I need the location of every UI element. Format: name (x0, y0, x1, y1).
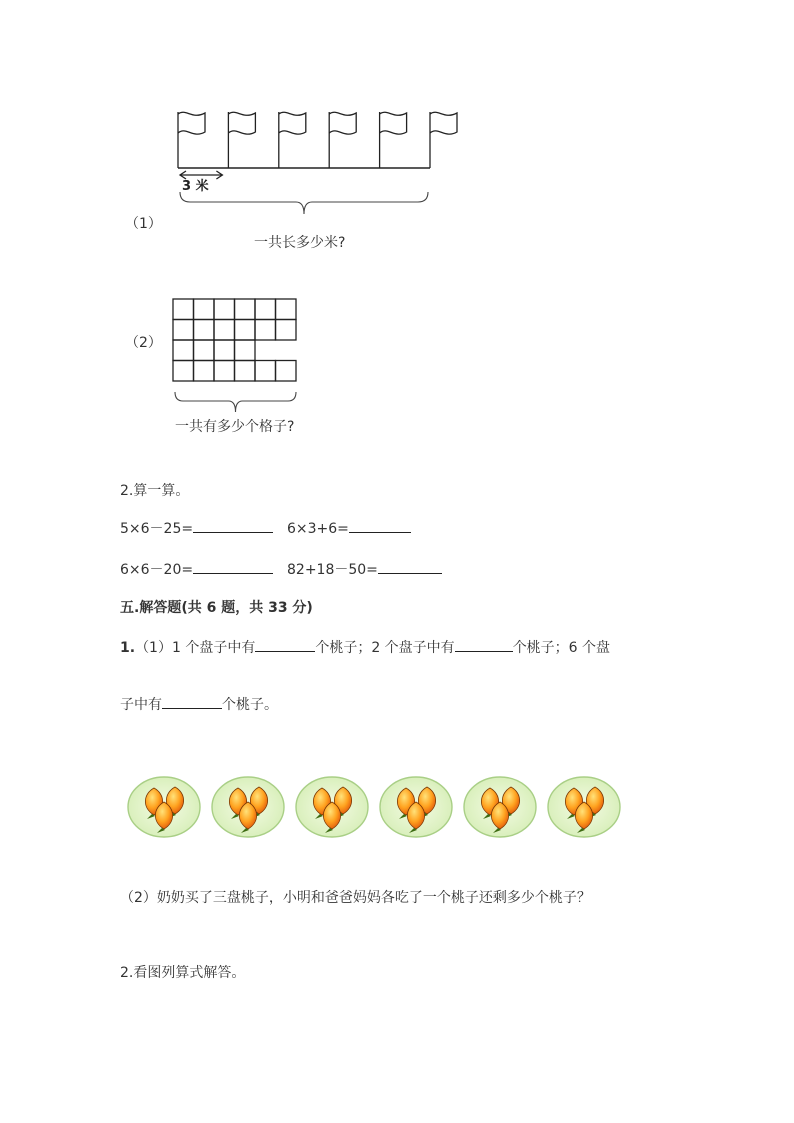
exercise-1-expr: 5×6－25= (120, 521, 194, 537)
plate-icon (128, 777, 200, 837)
plate-icon (212, 777, 284, 837)
exercise-4-expr: 82+18－50= (287, 562, 378, 578)
q1-text-e: 个桃子。 (222, 697, 278, 713)
plate-icon (464, 777, 536, 837)
q1-number: 1. (120, 640, 136, 656)
q1-text-d: 子中有 (120, 697, 162, 713)
q1-text-b: 个桃子；2 个盘子中有 (315, 640, 455, 656)
figure2-question: 一共有多少个格子? (175, 419, 295, 435)
plate-icon (296, 777, 368, 837)
distance-label: 3 米 (182, 179, 209, 194)
plate-icon (380, 777, 452, 837)
q2-text: 2.看图列算式解答。 (120, 965, 246, 981)
plate-icon (548, 777, 620, 837)
q1-text-a: （1）1 个盘子中有 (135, 640, 256, 656)
q1-part2: （2）奶奶买了三盘桃子，小明和爸爸妈妈各吃了一个桃子还剩多少个桃子？ (120, 890, 591, 906)
section2-title: 2.算一算。 (120, 483, 190, 499)
exercise-2-expr: 6×3+6= (287, 521, 349, 537)
figure2-label: （2） (125, 335, 162, 351)
exercise-3-expr: 6×6－20= (120, 562, 194, 578)
figure1-question: 一共长多少米? (254, 235, 346, 251)
figure1-label: （1） (125, 216, 162, 232)
q1-text-c: 个桃子；6 个盘 (512, 640, 611, 656)
section5-title: 五.解答题(共 6 题，共 33 分) (120, 600, 313, 616)
